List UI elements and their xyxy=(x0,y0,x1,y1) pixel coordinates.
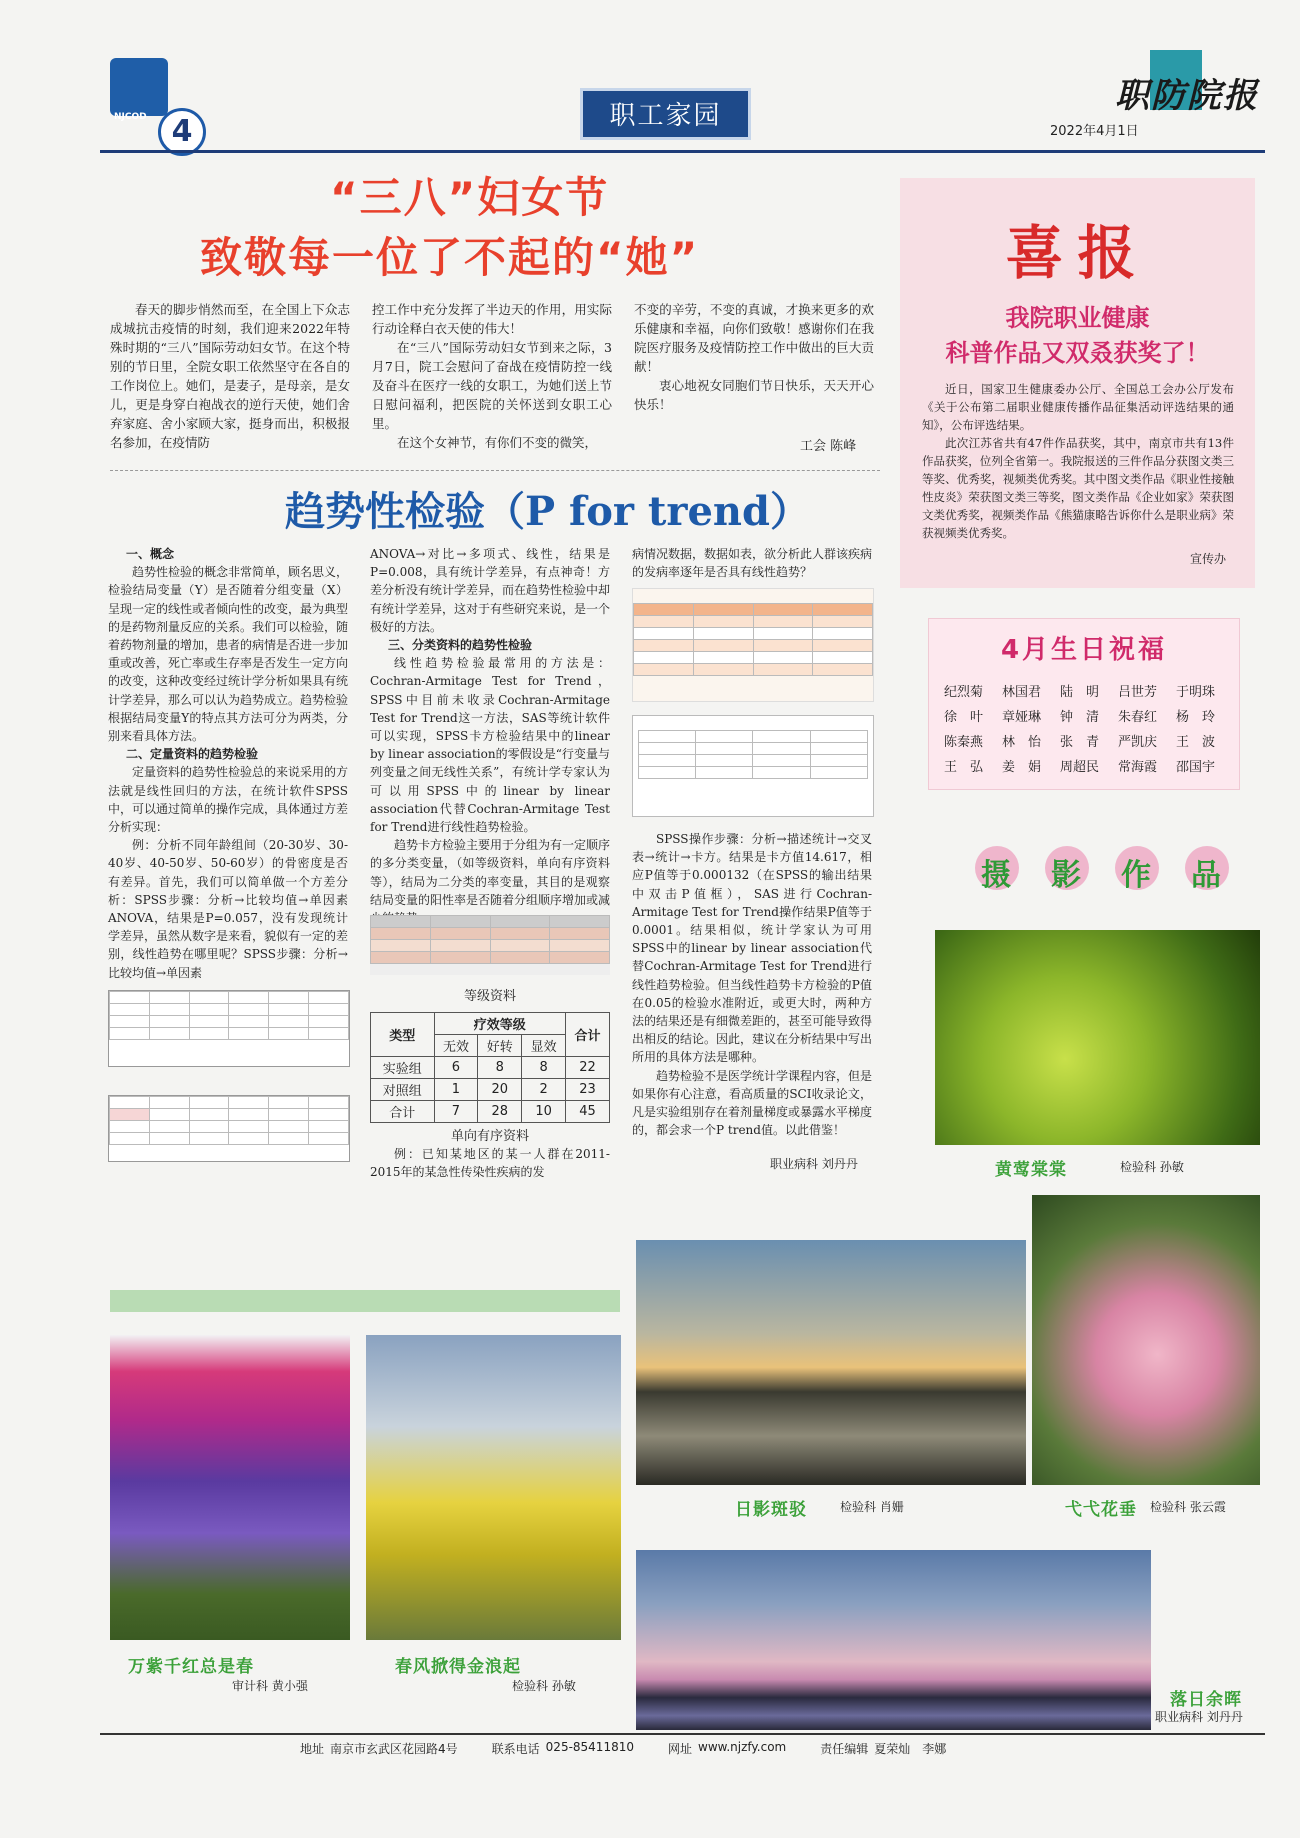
ordinal-level: 无效 xyxy=(434,1035,478,1057)
article1-col1 xyxy=(110,300,350,452)
photo-title: 落日余晖 xyxy=(1170,1690,1242,1710)
birthday-title: 4月生日祝福 xyxy=(1000,635,1168,665)
photo-author: 职业病科 刘丹丹 xyxy=(1155,1710,1243,1724)
award-byline: 宣传办 xyxy=(1190,552,1227,566)
incidence-table-image xyxy=(632,588,874,702)
article1-paragraph: 在这个女神节，有你们不变的微笑， xyxy=(397,435,598,450)
footer xyxy=(300,1740,1240,1757)
article2-paragraph: 病情况数据，数据如表，欲分析此人群该疾病的发病率逐年是否具有线性趋势？ xyxy=(632,547,873,580)
footer-editors: 夏荣灿 李娜 xyxy=(874,1742,947,1756)
birthday-name: 张 青 xyxy=(1060,735,1100,750)
article1-paragraph: 春天的脚步悄然而至，在全国上下众志成城抗击疫情的时刻，我们迎来2022年特殊时期的“三八”国际劳动妇女节。在这个特别的节日里，全院女职工依然坚守在各自的工作岗位上。她们，是妻子，是母亲，是女儿，更是身穿白袍战衣的逆行天使，她们舍弃家庭、舍小家顾大家，挺身而出，积极报名参加，在疫情防 xyxy=(110,302,350,450)
birthday-name: 王 波 xyxy=(1176,735,1216,750)
article1-paragraph: 衷心地祝女同胞们节日快乐，天天开心快乐！ xyxy=(634,378,874,412)
article2-paragraph: 例：分析不同年龄组间（20-30岁、30-40岁、40-50岁、50-60岁）的骨密度是否有差异。首先，我们可以简单做一个方差分析：SPSS步骤：分析→比较均值→单因素ANOVA，结果是P=0.057，没有发现统计学差异，虽然从数字是来看，貌似有一定的差别，线性趋势在哪里呢？SPSS步骤：分析→比较均值→单因素 xyxy=(108,838,349,980)
section-title: 职工家园 xyxy=(609,101,722,131)
photo-sunset-lake xyxy=(636,1240,1026,1485)
award-paragraph: 近日，国家卫生健康委办公厅、全国总工会办公厅发布《关于公布第二届职业健康传播作品征集活动评选结果的通知》，公布评选结果。 xyxy=(922,382,1234,432)
table-cell: 7 xyxy=(434,1101,478,1123)
header-rule xyxy=(100,150,1265,153)
photo-evening-glow xyxy=(636,1550,1151,1730)
article2-paragraph: ANOVA→对比→多项式、线性，结果是P=0.008，具有统计学差异，有点神奇！方差分析没有统计学差异，而在趋势性检验中却有统计学差异，这对于有些研究来说，是一个极好的方法。 xyxy=(370,547,611,634)
article2-paragraph: 趋势检验不是医学统计学课程内容，但是如果你有心注意，看高质量的SCI收录论文，凡是实验组别存在着剂量梯度或暴露水平梯度的，都会求一个P trend值。以此借鉴！ xyxy=(632,1068,873,1138)
birthday-name: 林 怡 xyxy=(1002,735,1042,750)
page-number: 4 xyxy=(158,108,206,156)
birthday-name: 常海霞 xyxy=(1118,760,1158,775)
table-row xyxy=(371,1057,610,1079)
article2-col3 xyxy=(632,545,872,581)
article2-col2 xyxy=(370,545,610,927)
ordinal-level: 好转 xyxy=(478,1035,522,1057)
green-bar xyxy=(110,1290,620,1312)
table-cell: 10 xyxy=(522,1101,566,1123)
photo-heading-char: 影 xyxy=(1051,858,1081,893)
award-title: 喜报 xyxy=(1005,219,1150,287)
article2-paragraph: 趋势卡方检验主要用于分组为有一定顺序的多分类变量，（如等级资料，单向有序资料等），结局为二分类的率变量，其目的是观察结局变量的阳性率是否随着分组顺序增加或减 xyxy=(370,838,611,907)
chi-square-table-image xyxy=(632,715,874,817)
photo-author: 检验科 孙敏 xyxy=(512,1679,576,1693)
article1-paragraph: 在“三八”国际劳动妇女节到来之际，3月7日，院工会慰问了奋战在疫情防控一线及奋斗在医疗一线的女职工，为她们送上节日慰问福利，把医院的关怀送到女职工心里。 xyxy=(372,340,612,431)
birthday-name: 徐 叶 xyxy=(944,710,984,725)
logo-text: NJCOD xyxy=(114,112,147,122)
article2-byline: 职业病科 刘丹丹 xyxy=(770,1157,858,1171)
table-row xyxy=(371,1079,610,1101)
article2-col1 xyxy=(108,545,348,982)
award-body xyxy=(922,380,1234,542)
ordinal-header-total: 合计 xyxy=(566,1013,610,1057)
article1-byline: 工会 陈峰 xyxy=(800,439,857,454)
birthday-name: 姜 娟 xyxy=(1002,760,1042,775)
birthday-name: 陈秦燕 xyxy=(944,735,984,750)
article1-paragraph: 控工作中充分发挥了半边天的作用，用实际行动诠释白衣天使的伟大！ xyxy=(372,302,612,336)
article1-paragraph: 不变的辛劳，不变的真诚，才换来更多的欢乐健康和幸福，向你们致敬！感谢你们在我院医疗服务及疫情防控工作中做出的巨大贡献！ xyxy=(634,302,874,374)
birthday-name: 周超民 xyxy=(1060,760,1100,775)
birthday-name: 于明珠 xyxy=(1176,685,1216,700)
anova-table-image-2 xyxy=(108,1095,350,1162)
logo-icon xyxy=(110,58,168,116)
birthday-name: 朱春红 xyxy=(1118,710,1158,725)
birthday-name: 钟 清 xyxy=(1060,710,1100,725)
birthday-name: 陆 明 xyxy=(1060,685,1100,700)
footer-web-label: 网址 xyxy=(667,1742,692,1756)
photo-cherry-blossom xyxy=(1032,1195,1260,1485)
birthday-box xyxy=(928,618,1240,790)
photo-yellow-buds xyxy=(935,930,1260,1145)
birthday-name: 邵国宇 xyxy=(1176,760,1216,775)
article1-title-line1: “三八”妇女节 xyxy=(330,173,610,222)
article2-paragraph: 定量资料的趋势性检验总的来说采用的方法就是线性回归的方法，在统计软件SPSS中，可以通过简单的操作完成，具体通过方差分析实现： xyxy=(108,765,349,835)
birthday-name: 章娅琳 xyxy=(1002,710,1042,725)
article1-title-line2: 致敬每一位了不起的“她” xyxy=(200,233,700,282)
divider xyxy=(110,470,880,471)
article2-heading: 三、分类资料的趋势性检验 xyxy=(388,638,533,653)
table-cell: 1 xyxy=(434,1079,478,1101)
birthday-name: 严凯庆 xyxy=(1118,735,1158,750)
anova-table-image-1 xyxy=(108,990,350,1067)
table-cell: 23 xyxy=(566,1079,610,1101)
masthead: 职防院报 xyxy=(1115,76,1259,116)
table-cell: 28 xyxy=(478,1101,522,1123)
article2-heading: 一、概念 xyxy=(126,547,175,561)
photo-heading-char: 作 xyxy=(1121,858,1151,893)
article2-col3-body xyxy=(632,830,872,1139)
footer-editor-label: 责任编辑 xyxy=(820,1742,869,1756)
article2-paragraph: 例：已知某地区的某一人群在2011-2015年的某急性传染性疾病的发 xyxy=(370,1147,610,1180)
ordinal-header-group: 疗效等级 xyxy=(434,1013,566,1035)
photo-title: 黄莺棠棠 xyxy=(995,1160,1067,1180)
photo-author: 审计科 黄小强 xyxy=(232,1679,308,1693)
table-cell: 22 xyxy=(566,1057,610,1079)
table-cell: 实验组 xyxy=(371,1057,435,1079)
photo-heading-char: 品 xyxy=(1191,858,1221,893)
birthday-name: 林国君 xyxy=(1002,685,1042,700)
grade-caption: 等级资料 xyxy=(463,989,516,1004)
table-cell: 45 xyxy=(566,1101,610,1123)
photo-title: 日影斑驳 xyxy=(735,1500,807,1520)
footer-web-link[interactable]: www.njzfy.com xyxy=(698,1740,787,1754)
table-row xyxy=(371,1101,610,1123)
footer-phone-label: 联系电话 xyxy=(491,1742,540,1756)
award-box xyxy=(900,178,1255,588)
footer-address-label: 地址 xyxy=(300,1742,325,1756)
birthday-name: 纪烈菊 xyxy=(944,685,984,700)
photo-author: 检验科 张云霞 xyxy=(1150,1500,1226,1514)
award-subtitle2: 科普作品又双叒获奖了！ xyxy=(945,339,1210,367)
ordinal-caption: 单向有序资料 xyxy=(450,1129,529,1144)
photo-purple-flowers xyxy=(110,1335,350,1640)
article2-paragraph: 趋势性检验的概念非常简单，顾名思义，检验结局变量（Y）是否随着分组变量（X）呈现一定的线性或者倾向性的改变，最为典型的是药物剂量反应的关系。我们可以检验，随着药物剂量的增加，患者的病情是否进一步加重或改善，死亡率或生存率是否发生一定方向的改变，这种改变经过统计学分析如果具有统计学差异，那么可以认为趋势成立。趋势检验根据结局变量Y的特点其方法可分为两类，分别来看具体方法。 xyxy=(108,565,349,744)
birthday-name: 杨 玲 xyxy=(1176,710,1216,725)
article1-col3 xyxy=(634,300,874,414)
article2-paragraph: SPSS操作步骤：分析→描述统计→交叉表→统计→卡方。结果是卡方值14.617，相应P值等于0.000132（在SPSS的输出结果中双击P值框），SAS进行Cochran-Armitage Test for Trend操作结果P值等于0.0001。结果相似，统计学家认为可用SPSS中的linear by linear association代替Cochran-Armitage Test for Trend进行线性趋势检验。但当线性趋势卡方检验的P值在0.05的检验水准附近，或更大时，两种方法的结果还是有细微差距的，甚至可能导致得出相反的结论。因此，建议在分析结果中写出所用的具体方法是哪种。 xyxy=(632,832,873,1065)
photo-title: 弋弋花垂 xyxy=(1065,1500,1137,1520)
table-cell: 8 xyxy=(478,1057,522,1079)
article2-paragraph: 线性趋势检验最常用的方法是：Cochran-Armitage Test for Trend，SPSS中目前未收录Cochran-Armitage Test for Trend这一方法，SAS等统计软件可以实现，SPSS卡方检验结果中的linear by linear association的零假设是“行变量与列变量之间无线性关系”，有统计学专家认为可以用SPSS中的linear by linear association代替Cochran-Armitage Test for Trend进行线性趋势检验。 xyxy=(370,656,610,835)
birthday-name: 王 弘 xyxy=(944,760,984,775)
footer-address: 南京市玄武区花园路4号 xyxy=(330,1742,458,1756)
table-cell: 2 xyxy=(522,1079,566,1101)
footer-phone: 025-85411810 xyxy=(545,1740,634,1754)
footer-rule xyxy=(100,1733,1265,1735)
photo-author: 检验科 肖姗 xyxy=(840,1500,904,1514)
photo-title: 春风掀得金浪起 xyxy=(395,1657,521,1677)
birthday-names xyxy=(944,681,1234,775)
photo-author: 检验科 孙敏 xyxy=(1120,1160,1184,1174)
photo-heading-char: 摄 xyxy=(981,858,1011,893)
table-cell: 8 xyxy=(522,1057,566,1079)
ordinal-header-type: 类型 xyxy=(371,1013,435,1057)
ordinal-level: 显效 xyxy=(522,1035,566,1057)
table-cell: 合计 xyxy=(371,1101,435,1123)
photo-rapeseed-sky xyxy=(366,1335,621,1640)
table-cell: 6 xyxy=(434,1057,478,1079)
award-subtitle1: 我院职业健康 xyxy=(1005,304,1150,332)
ordinal-table xyxy=(370,1012,610,1123)
article1-col2 xyxy=(372,300,612,452)
table-cell: 对照组 xyxy=(371,1079,435,1101)
birthday-name: 吕世芳 xyxy=(1118,685,1158,700)
award-paragraph: 此次江苏省共有47件作品获奖，其中，南京市共有13件作品获奖，位列全省第一。我院报送的三件作品分获图文类三等奖、优秀奖，视频类优秀奖。其中图文类作品《职业性接触性皮炎》荣获图文类三等奖，图文类作品《企业如家》荣获图文类优秀奖，视频类作品《熊猫康略告诉你什么是职业病》荣获视频类优秀奖。 xyxy=(922,436,1234,540)
article2-heading: 二、定量资料的趋势检验 xyxy=(126,747,259,762)
photo-title: 万紫千红总是春 xyxy=(128,1657,254,1677)
article2-title: 趋势性检验（P for trend） xyxy=(285,488,810,535)
grade-table-image xyxy=(370,915,610,975)
table-cell: 20 xyxy=(478,1079,522,1101)
article2-col2-end xyxy=(370,1145,610,1181)
issue-date: 2022年4月1日 xyxy=(1050,124,1139,139)
photo-section-heading xyxy=(975,838,1245,894)
header xyxy=(100,50,1265,160)
